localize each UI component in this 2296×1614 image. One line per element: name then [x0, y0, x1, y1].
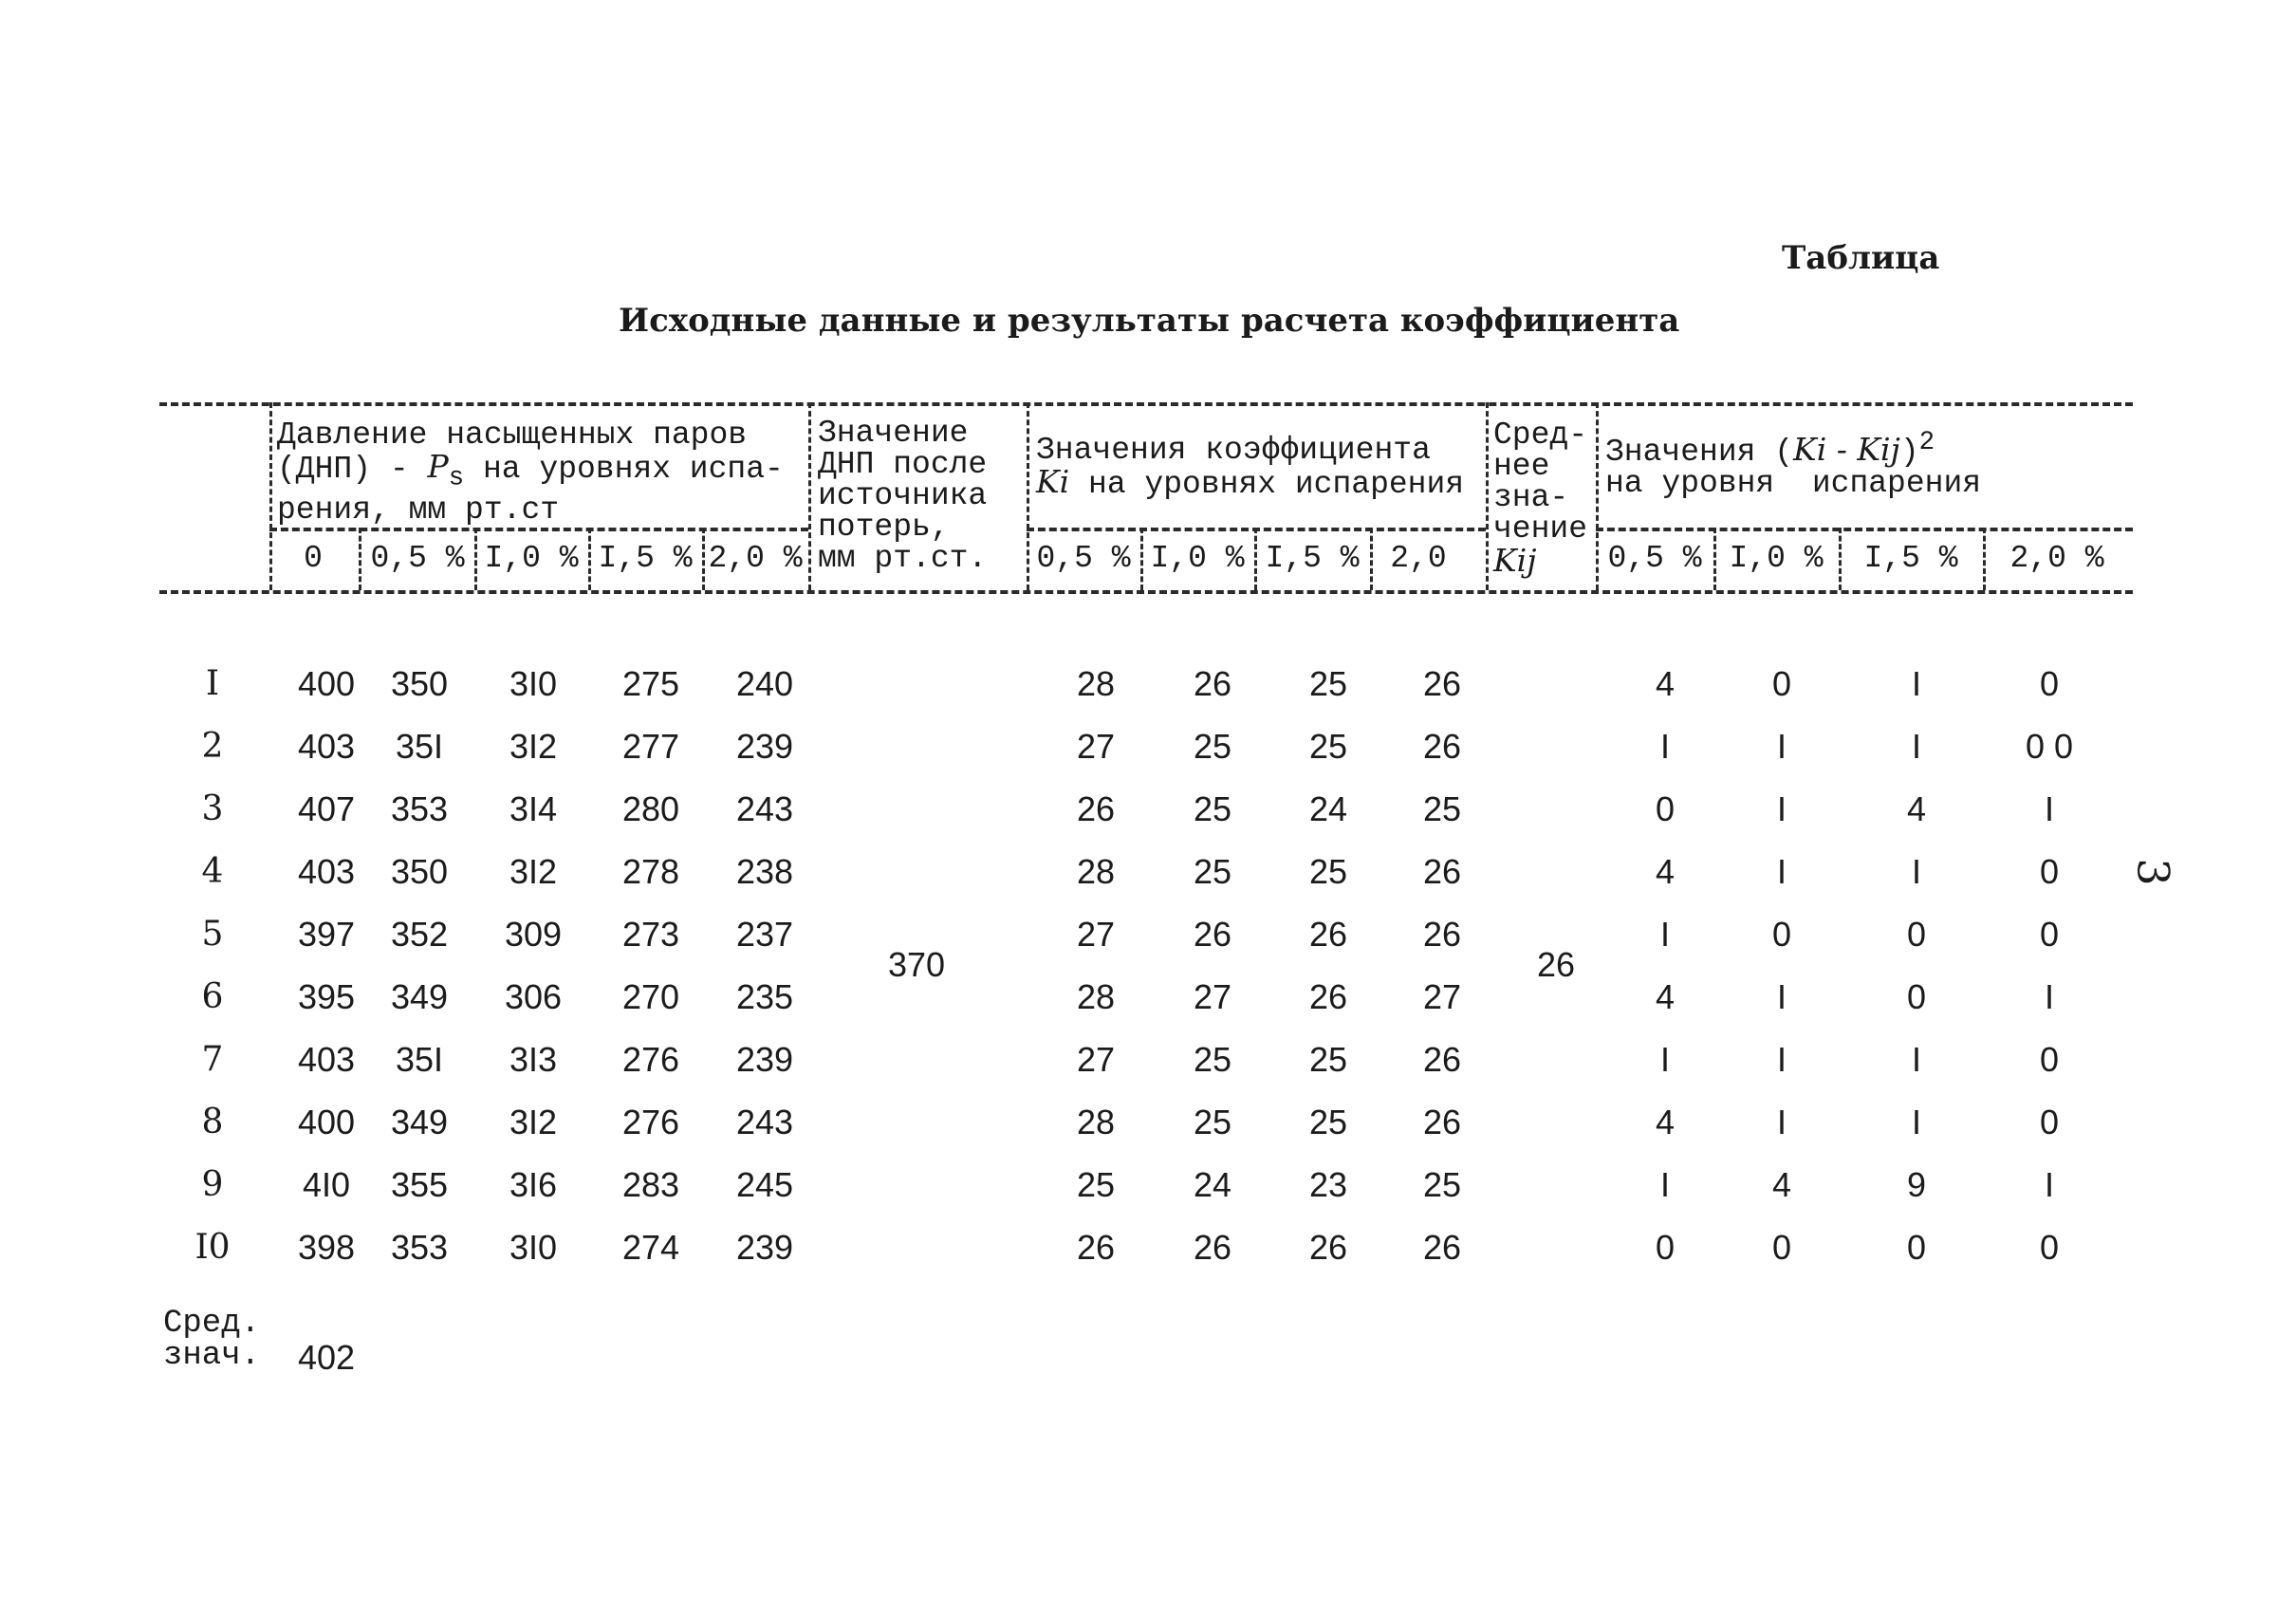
squared-deviation-cell: 4	[1655, 1103, 1676, 1141]
pressure-cell: 400	[297, 1103, 356, 1141]
squared-deviation-cell: I	[1911, 664, 1922, 703]
coefficient-cell: 26	[1308, 915, 1348, 954]
header-subcol-divider	[1254, 528, 1257, 590]
pressure-cell: 403	[297, 852, 356, 891]
footer-mean-pressure: 402	[297, 1338, 356, 1377]
pressure-cell: 355	[390, 1165, 449, 1204]
squared-deviation-cell: I	[1776, 1040, 1787, 1079]
coefficient-cell: 28	[1076, 1103, 1116, 1141]
pressure-cell: 397	[297, 915, 356, 954]
pressure-cell: 4I0	[302, 1165, 351, 1204]
pressure-cell: 276	[621, 1103, 680, 1141]
squared-deviation-cell: 0	[2039, 852, 2060, 891]
pressure-cell: 275	[621, 664, 680, 703]
pressure-cell: 239	[735, 1040, 794, 1079]
coefficient-cell: 27	[1422, 977, 1462, 1016]
pressure-cell: 3I0	[509, 1228, 558, 1267]
header-pressure: Давление насыщенных паров $(ДНП) - P_s$ на уровнях испа- рения, мм рт.ст	[277, 417, 784, 528]
pressure-cell: 3I4	[509, 789, 558, 828]
subheader-coef-1-0: I,0 %	[1150, 541, 1245, 576]
header-subcol-divider	[474, 528, 477, 590]
squared-deviation-cell: 0	[1771, 1228, 1792, 1267]
coefficient-cell: 26	[1422, 852, 1462, 891]
pressure-cell: 3I3	[509, 1040, 558, 1079]
pressure-cell: 240	[735, 664, 794, 703]
pressure-cell: 309	[504, 915, 563, 954]
coefficient-cell: 26	[1422, 664, 1462, 703]
coefficient-cell: 26	[1076, 1228, 1116, 1267]
header-sub-rule-sq	[1596, 528, 2133, 531]
squared-deviation-cell: 0	[2039, 1103, 2060, 1141]
header-subcol-divider	[1140, 528, 1143, 590]
squared-deviation-cell: I	[1911, 852, 1922, 891]
footer-label-line2: знач.	[163, 1338, 261, 1374]
after-loss-value: 370	[887, 945, 946, 984]
pressure-cell: 400	[297, 664, 356, 703]
subheader-sq-1-5: I,5 %	[1863, 541, 1958, 576]
pressure-cell: 395	[297, 977, 356, 1016]
squared-deviation-cell: I	[1776, 977, 1787, 1016]
squared-deviation-cell: I	[2044, 1165, 2055, 1204]
squared-deviation-cell: 0	[1771, 664, 1792, 703]
header-subcol-divider	[1839, 528, 1842, 590]
squared-deviation-cell: 0	[1906, 915, 1927, 954]
pressure-cell: 238	[735, 852, 794, 891]
header-subcol-divider	[359, 528, 361, 590]
pressure-cell: 350	[390, 852, 449, 891]
pressure-cell: 3I2	[509, 852, 558, 891]
coefficient-cell: 26	[1308, 1228, 1348, 1267]
pressure-cell: 403	[297, 727, 356, 766]
squared-deviation-cell: 0	[1906, 977, 1927, 1016]
squared-deviation-cell: 4	[1655, 664, 1676, 703]
coefficient-cell: 28	[1076, 664, 1116, 703]
pressure-cell: 353	[390, 789, 449, 828]
coefficient-cell: 25	[1193, 1040, 1232, 1079]
pressure-cell: 350	[390, 664, 449, 703]
squared-deviation-cell: 9	[1906, 1165, 1927, 1204]
coefficient-cell: 25	[1076, 1165, 1116, 1204]
row-number: 7	[201, 1040, 224, 1079]
squared-deviation-cell: I	[1659, 727, 1671, 766]
squared-deviation-cell: I	[1659, 1165, 1671, 1204]
coefficient-cell: 25	[1308, 664, 1348, 703]
row-number: 2	[201, 727, 224, 766]
pressure-cell: 35I	[395, 1040, 444, 1079]
subheader-pressure-2-0: 2,0 %	[708, 541, 803, 576]
squared-deviation-cell: 0	[2039, 915, 2060, 954]
row-number: 5	[201, 915, 224, 954]
subheader-pressure-0-5: 0,5 %	[370, 541, 465, 576]
subheader-pressure-1-0: I,0 %	[484, 541, 579, 576]
coefficient-cell: 25	[1308, 727, 1348, 766]
row-number: 6	[201, 977, 224, 1016]
row-number: 3	[201, 789, 224, 828]
squared-deviation-cell: 0	[1655, 789, 1676, 828]
subheader-sq-1-0: I,0 %	[1729, 541, 1824, 576]
coefficient-cell: 26	[1193, 1228, 1232, 1267]
margin-page-mark: 3	[2127, 858, 2179, 886]
coefficient-cell: 26	[1193, 915, 1232, 954]
coefficient-cell: 25	[1308, 1103, 1348, 1141]
squared-deviation-cell: 4	[1771, 1165, 1792, 1204]
header-top-rule	[159, 402, 2133, 406]
squared-deviation-cell: I	[1776, 789, 1787, 828]
squared-deviation-cell: I	[1911, 727, 1922, 766]
header-col-divider	[1486, 402, 1489, 590]
coefficient-cell: 25	[1193, 852, 1232, 891]
squared-deviation-cell: 0	[2039, 1040, 2060, 1079]
pressure-cell: 3I2	[509, 727, 558, 766]
coefficient-cell: 25	[1422, 789, 1462, 828]
table-title: Исходные данные и результаты расчета коэффициента	[619, 302, 1680, 340]
squared-deviation-cell: I	[1659, 1040, 1671, 1079]
coefficient-cell: 25	[1422, 1165, 1462, 1204]
coefficient-cell: 28	[1076, 852, 1116, 891]
squared-deviation-cell: I	[1776, 727, 1787, 766]
subheader-coef-1-5: I,5 %	[1265, 541, 1360, 576]
squared-deviation-cell: 0	[1655, 1228, 1676, 1267]
coefficient-cell: 27	[1193, 977, 1232, 1016]
pressure-cell: 283	[621, 1165, 680, 1204]
coefficient-cell: 25	[1193, 789, 1232, 828]
squared-deviation-cell: I	[1911, 1103, 1922, 1141]
pressure-cell: 243	[735, 1103, 794, 1141]
pressure-cell: 349	[390, 977, 449, 1016]
header-subcol-divider	[1370, 528, 1373, 590]
coefficient-cell: 26	[1422, 1103, 1462, 1141]
pressure-cell: 407	[297, 789, 356, 828]
subheader-pressure-1-5: I,5 %	[598, 541, 693, 576]
squared-deviation-cell: I	[1911, 1040, 1922, 1079]
pressure-cell: 352	[390, 915, 449, 954]
squared-deviation-cell: I	[2044, 977, 2055, 1016]
pressure-cell: 235	[735, 977, 794, 1016]
squared-deviation-cell: I	[1659, 915, 1671, 954]
row-number: I	[205, 664, 220, 703]
header-col-divider	[1027, 402, 1029, 590]
pressure-cell: 276	[621, 1040, 680, 1079]
coefficient-cell: 28	[1076, 977, 1116, 1016]
coefficient-cell: 27	[1076, 915, 1116, 954]
pressure-cell: 353	[390, 1228, 449, 1267]
row-number: 8	[201, 1103, 224, 1141]
coefficient-cell: 24	[1308, 789, 1348, 828]
pressure-cell: 239	[735, 727, 794, 766]
footer-label-line1: Сред.	[163, 1306, 261, 1342]
pressure-cell: 239	[735, 1228, 794, 1267]
coefficient-cell: 23	[1308, 1165, 1348, 1204]
squared-deviation-cell: 0 0	[2025, 727, 2074, 766]
coefficient-cell: 26	[1308, 977, 1348, 1016]
pressure-cell: 280	[621, 789, 680, 828]
pressure-cell: 273	[621, 915, 680, 954]
pressure-cell: 245	[735, 1165, 794, 1204]
pressure-cell: 403	[297, 1040, 356, 1079]
header-col-divider	[1596, 402, 1599, 590]
squared-deviation-cell: 0	[1906, 1228, 1927, 1267]
subheader-sq-0-5: 0,5 %	[1607, 541, 1702, 576]
squared-deviation-cell: I	[1776, 852, 1787, 891]
header-sub-rule-pressure	[269, 528, 808, 531]
header-after-loss: Значение ДНП после источника потерь, мм рт.ст.	[818, 416, 988, 576]
subheader-coef-2-0: 2,0	[1390, 541, 1447, 576]
coefficient-cell: 26	[1422, 727, 1462, 766]
mean-value: 26	[1536, 945, 1576, 984]
pressure-cell: 3I0	[509, 664, 558, 703]
footer-label	[163, 1308, 260, 1372]
pressure-cell: 277	[621, 727, 680, 766]
header-coefficient: Значения коэффициента Ki на уровнях испарения	[1036, 433, 1465, 502]
pressure-cell: 35I	[395, 727, 444, 766]
pressure-cell: 274	[621, 1228, 680, 1267]
pressure-cell: 278	[621, 852, 680, 891]
squared-deviation-cell: 4	[1906, 789, 1927, 828]
header-bottom-rule	[159, 590, 2133, 594]
header-subcol-divider	[702, 528, 705, 590]
coefficient-cell: 27	[1076, 1040, 1116, 1079]
subheader-pressure-0: 0	[304, 541, 323, 576]
coefficient-cell: 25	[1308, 1040, 1348, 1079]
row-number: 9	[201, 1165, 224, 1204]
squared-deviation-cell: 4	[1655, 977, 1676, 1016]
subheader-sq-2-0: 2,0 %	[2009, 541, 2104, 576]
header-subcol-divider	[1713, 528, 1716, 590]
row-number: I0	[194, 1228, 231, 1267]
squared-deviation-cell: 0	[2039, 1228, 2060, 1267]
coefficient-cell: 25	[1193, 1103, 1232, 1141]
pressure-cell: 398	[297, 1228, 356, 1267]
coefficient-cell: 27	[1076, 727, 1116, 766]
coefficient-cell: 26	[1422, 1228, 1462, 1267]
pressure-cell: 306	[504, 977, 563, 1016]
header-col-divider	[269, 402, 272, 590]
squared-deviation-cell: I	[1776, 1103, 1787, 1141]
header-subcol-divider	[588, 528, 591, 590]
squared-deviation-cell: 0	[1771, 915, 1792, 954]
pressure-cell: 349	[390, 1103, 449, 1141]
pressure-cell: 3I6	[509, 1165, 558, 1204]
coefficient-cell: 26	[1422, 1040, 1462, 1079]
subheader-coef-0-5: 0,5 %	[1036, 541, 1131, 576]
coefficient-cell: 26	[1422, 915, 1462, 954]
header-col-divider	[808, 402, 811, 590]
table-label: Таблица	[1782, 239, 1940, 277]
pressure-cell: 243	[735, 789, 794, 828]
coefficient-cell: 25	[1193, 727, 1232, 766]
squared-deviation-cell: 0	[2039, 664, 2060, 703]
header-squared: Значения (Ki - Kij)$^2$ на уровня испарения	[1605, 428, 1982, 501]
squared-deviation-cell: I	[2044, 789, 2055, 828]
header-mean: Сред- нее зна- чение Kij	[1493, 417, 1588, 579]
pressure-cell: 237	[735, 915, 794, 954]
coefficient-cell: 26	[1076, 789, 1116, 828]
pressure-cell: 270	[621, 977, 680, 1016]
coefficient-cell: 26	[1193, 664, 1232, 703]
coefficient-cell: 24	[1193, 1165, 1232, 1204]
pressure-cell: 3I2	[509, 1103, 558, 1141]
squared-deviation-cell: 4	[1655, 852, 1676, 891]
header-subcol-divider	[1983, 528, 1986, 590]
row-number: 4	[201, 852, 224, 891]
coefficient-cell: 25	[1308, 852, 1348, 891]
